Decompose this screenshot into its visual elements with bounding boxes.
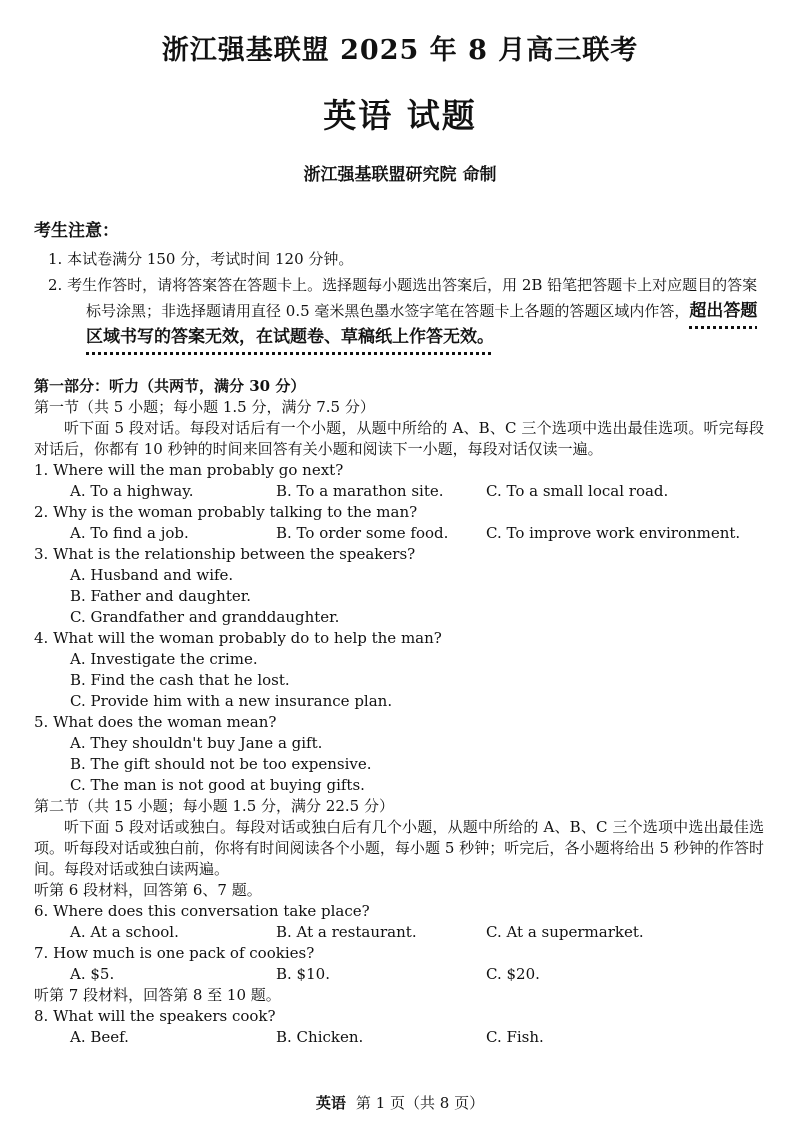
listening-part: [34, 376, 764, 1048]
option-b: B. To order some food.: [276, 524, 449, 542]
question-1-options: [34, 481, 764, 502]
option-c: C. $20.: [486, 965, 540, 983]
material-6-note: 听第 6 段材料，回答第 6、7 题。: [34, 881, 262, 899]
option-b: B. The gift should not be too expensive.: [70, 755, 372, 773]
option-c: C. To a small local road.: [486, 482, 669, 500]
option-a: A. They shouldn't buy Jane a gift.: [70, 734, 323, 752]
exam-title: 浙江强基联盟 2025 年 8 月高三联考: [161, 35, 639, 66]
notice-heading: 考生注意：: [34, 221, 119, 241]
option-c: C. Grandfather and granddaughter.: [70, 608, 340, 626]
notice-item-2: [34, 272, 764, 350]
section1-heading: 第一节（共 5 小题；每小题 1.5 分，满分 7.5 分）: [34, 398, 375, 416]
exam-maker: 浙江强基联盟研究院 命制: [303, 165, 497, 185]
section2-instructions: 听下面 5 段对话或独白。每段对话或独白后有几个小题，从题中所给的 A、B、C 三个选项中选出最佳选项。听每段对话或独白前，你将有时间阅读各个小题，每小题 5 秒钟；听完后，各小题将给出 5 秒钟的作答时间。每段对话或独白读两遍。: [34, 818, 764, 878]
option-a: A. Investigate the crime.: [70, 650, 258, 668]
question-6-options: [34, 922, 764, 943]
material-7-note: 听第 7 段材料，回答第 8 至 10 题。: [34, 986, 281, 1004]
page-footer: [0, 1092, 800, 1113]
footer-subject: 英语: [315, 1094, 346, 1112]
option-c: C. Provide him with a new insurance plan.: [70, 692, 393, 710]
question-8-options: [34, 1027, 764, 1048]
question-5: 5. What does the woman mean?: [34, 713, 277, 731]
question-7: 7. How much is one pack of cookies?: [34, 944, 315, 962]
question-2-options: [34, 523, 764, 544]
option-a: A. Husband and wife.: [70, 566, 234, 584]
question-3: 3. What is the relationship between the speakers?: [34, 545, 416, 563]
footer-page-number: 第 1 页（共 8 页）: [355, 1094, 485, 1112]
option-b: B. Father and daughter.: [70, 587, 252, 605]
notice-emphasis: 超出答题区域书写的答案无效，在试题卷、草稿纸上作答无效。: [86, 301, 758, 347]
option-a: A. Beef.: [70, 1028, 129, 1046]
option-b: B. $10.: [276, 965, 330, 983]
section1-instructions: 听下面 5 段对话。每段对话后有一个小题，从题中所给的 A、B、C 三个选项中选出最佳选项。听完每段对话后，你都有 10 秒钟的时间来回答有关小题和阅读下一小题，每段对话仅读一遍。: [34, 419, 764, 458]
notice-item-1: 1. 本试卷满分 150 分，考试时间 120 分钟。: [48, 250, 354, 268]
candidate-notice: [34, 218, 764, 350]
option-c: C. Fish.: [486, 1028, 544, 1046]
question-7-options: [34, 964, 764, 985]
subject-title: 英语 试题: [323, 96, 477, 135]
question-1: 1. Where will the man probably go next?: [34, 461, 344, 479]
question-6: 6. Where does this conversation take place?: [34, 902, 370, 920]
option-b: B. To a marathon site.: [276, 482, 444, 500]
option-b: B. Chicken.: [276, 1028, 364, 1046]
part1-heading: 第一部分：听力（共两节，满分 30 分）: [34, 377, 306, 395]
option-c: C. At a supermarket.: [486, 923, 644, 941]
option-a: A. To a highway.: [70, 482, 194, 500]
option-b: B. At a restaurant.: [276, 923, 417, 941]
question-2: 2. Why is the woman probably talking to the man?: [34, 503, 418, 521]
option-a: A. At a school.: [70, 923, 179, 941]
option-a: A. To find a job.: [70, 524, 189, 542]
option-a: A. $5.: [70, 965, 115, 983]
option-c: C. The man is not good at buying gifts.: [70, 776, 365, 794]
question-4: 4. What will the woman probably do to help the man?: [34, 629, 442, 647]
section2-heading: 第二节（共 15 小题；每小题 1.5 分，满分 22.5 分）: [34, 797, 394, 815]
option-c: C. To improve work environment.: [486, 524, 741, 542]
question-8: 8. What will the speakers cook?: [34, 1007, 276, 1025]
notice-item-2-text: 2. 考生作答时，请将答案答在答题卡上。选择题每小题选出答案后，用 2B 铅笔把答题卡上对应题目的答案标号涂黑；非选择题请用直径 0.5 毫米黑色墨水签字笔在答题卡上各题的答题区域内作答，: [48, 276, 758, 320]
option-b: B. Find the cash that he lost.: [70, 671, 290, 689]
